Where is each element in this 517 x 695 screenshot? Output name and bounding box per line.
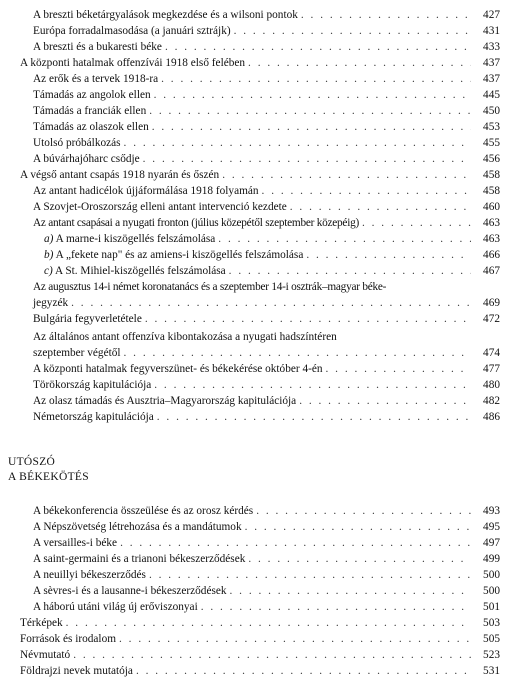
- toc-entry: [0, 408, 517, 424]
- toc-entry-page: 469: [483, 297, 500, 309]
- leader-dots: [256, 505, 471, 518]
- toc-entry-page: 456: [483, 153, 500, 165]
- toc-entry: [0, 38, 517, 54]
- toc-entry-page: 523: [483, 649, 500, 661]
- toc-entry-page: 500: [483, 569, 500, 581]
- leader-dots: [149, 105, 471, 118]
- leader-dots: [119, 633, 471, 646]
- leader-dots: [152, 121, 471, 134]
- leader-dots: [299, 395, 471, 408]
- toc-entry-title: Az antant hadicélok újjáformálása 1918 folyamán: [33, 185, 259, 197]
- toc-entry-page: 463: [483, 233, 500, 245]
- toc-entry-page: 531: [483, 665, 500, 677]
- toc-entry-page: 495: [483, 521, 500, 533]
- toc-entry-page: 433: [483, 41, 500, 53]
- toc-entry-title: Az antant csapásai a nyugati fronton (július közepétől szeptember közepéig): [33, 217, 359, 229]
- toc-entry: [0, 310, 517, 326]
- toc-entry-page: 458: [483, 185, 500, 197]
- toc-entry-title: Támadás az olaszok ellen: [33, 121, 149, 133]
- toc-entry-page: 500: [483, 585, 500, 597]
- subentry-text: A marne-i kiszögellés felszámolása: [55, 233, 216, 245]
- toc-entry-page: 437: [483, 73, 500, 85]
- toc-entry: [0, 182, 517, 198]
- toc-entry-page: 505: [483, 633, 500, 645]
- toc-entry: [0, 6, 517, 22]
- toc-entry-page: 427: [483, 9, 500, 21]
- toc-entry: [0, 134, 517, 150]
- leader-dots: [124, 137, 471, 150]
- toc-entry-title: Európa forradalmasodása (a januári sztrájk): [33, 25, 231, 37]
- toc-entry: [0, 582, 517, 598]
- toc-entry-title-line2: jegyzék: [33, 297, 69, 309]
- leader-dots: [326, 363, 471, 376]
- toc-entry-page: 455: [483, 137, 500, 149]
- leader-dots: [71, 297, 471, 310]
- toc-entry-title: A breszti béketárgyalások megkezdése és a wilsoni pontok: [33, 9, 298, 21]
- toc-entry-title: A saint-germaini és a trianoni békeszerződések: [33, 553, 246, 565]
- leader-dots: [136, 665, 471, 678]
- toc-entry-page: 450: [483, 105, 500, 117]
- leader-dots: [290, 201, 471, 214]
- toc-subentry-title: [44, 249, 303, 262]
- toc-entry-page: 467: [483, 265, 500, 277]
- toc-entry-title-line2: szeptember végétől: [33, 347, 121, 359]
- toc-entry: [0, 214, 517, 230]
- toc-entry-page: 480: [483, 379, 500, 391]
- subentry-text: A St. Mihiel-kiszögellés felszámolása: [54, 265, 226, 277]
- toc-entry: [0, 376, 517, 392]
- leader-dots: [362, 217, 471, 230]
- leader-dots: [306, 249, 471, 262]
- toc-entry-title: Források és irodalom: [20, 633, 117, 645]
- leader-dots: [234, 25, 471, 38]
- leader-dots: [124, 347, 471, 360]
- toc-entry-title: Az erők és a tervek 1918-ra: [33, 73, 159, 85]
- toc-subentry: [0, 262, 517, 278]
- toc-subentry-title: [44, 233, 215, 246]
- toc-entry-title: A sèvres-i és a lausanne-i békeszerződések: [33, 585, 227, 597]
- toc-entry-title: A breszti és a bukaresti béke: [33, 41, 162, 53]
- toc-entry-title: Támadás a franciák ellen: [33, 105, 147, 117]
- toc-entry: [0, 662, 517, 678]
- toc-entry: [0, 566, 517, 582]
- subentry-label: c): [44, 265, 53, 277]
- toc-entry-title: A versailles-i béke: [33, 537, 118, 549]
- toc-entry-page: 497: [483, 537, 500, 549]
- leader-dots: [229, 265, 471, 278]
- leader-dots: [165, 41, 471, 54]
- toc-entry: [0, 502, 517, 518]
- section-heading-epilogue: UTÓSZÓ: [8, 456, 56, 468]
- toc-entry: [0, 198, 517, 214]
- leader-dots: [143, 153, 471, 166]
- toc-entry-page: 482: [483, 395, 500, 407]
- toc-entry: [0, 294, 517, 310]
- toc-entry-title: A Szovjet-Oroszország elleni antant intervenció kezdete: [33, 201, 287, 213]
- toc-entry-title: Térképek: [20, 617, 63, 629]
- toc-entry-page: 466: [483, 249, 500, 261]
- toc-entry-title: A békekonferencia összeülése és az orosz kérdés: [33, 505, 254, 517]
- leader-dots: [262, 185, 471, 198]
- toc-entry-page: 486: [483, 411, 500, 423]
- leader-dots: [248, 553, 471, 566]
- toc-entry-page: 499: [483, 553, 500, 565]
- toc-section-entry: [0, 150, 517, 166]
- leader-dots: [120, 537, 471, 550]
- toc-entry-title: A központi hatalmak offenzívái 1918 első felében: [20, 57, 246, 69]
- toc-subentry: [0, 230, 517, 246]
- toc-entry-title: A központi hatalmak fegyverszünet- és békekérése október 4-én: [33, 363, 323, 375]
- toc-entry: [0, 86, 517, 102]
- leader-dots: [218, 233, 471, 246]
- toc-entry-page: 460: [483, 201, 500, 213]
- toc-entry-title: Törökország kapitulációja: [33, 379, 152, 391]
- leader-dots: [301, 9, 471, 22]
- toc-entry: [0, 614, 517, 630]
- toc-entry-page: 453: [483, 121, 500, 133]
- toc-entry-title-line1: Az általános antant offenzíva kibontakozása a nyugati hadszíntéren: [33, 331, 337, 343]
- toc-entry: [0, 118, 517, 134]
- toc-entry-page: 437: [483, 57, 500, 69]
- toc-entry-title: Földrajzi nevek mutatója: [20, 665, 133, 677]
- toc-entry-page: 501: [483, 601, 500, 613]
- toc-section-entry: [0, 54, 517, 70]
- leader-dots: [245, 521, 471, 534]
- section-heading-peace: A BÉKEKÖTÉS: [8, 471, 89, 483]
- subentry-text: A „fekete nap" és az amiens-i kiszögellés felszámolása: [55, 249, 304, 261]
- toc-subentry-title: [44, 265, 226, 278]
- toc-entry: [0, 550, 517, 566]
- toc-entry-page: 463: [483, 217, 500, 229]
- toc-entry-page: 431: [483, 25, 500, 37]
- leader-dots: [154, 89, 471, 102]
- subentry-label: a): [44, 233, 54, 245]
- leader-dots: [248, 57, 471, 70]
- toc-entry-title: Támadás az angolok ellen: [33, 89, 151, 101]
- toc-entry-title: A végső antant csapás 1918 nyarán és őszén: [20, 169, 220, 181]
- toc-entry: [0, 70, 517, 86]
- toc-subentry: [0, 246, 517, 262]
- toc-entry-title: Utolsó próbálkozás: [33, 137, 121, 149]
- toc-entry: [0, 646, 517, 662]
- toc-entry-page: 503: [483, 617, 500, 629]
- toc-entry: [0, 630, 517, 646]
- toc-entry-title: Névmutató: [20, 649, 71, 661]
- toc-entry: [0, 360, 517, 376]
- leader-dots: [145, 313, 471, 326]
- leader-dots: [230, 585, 471, 598]
- toc-entry-title: A búvárhajóharc csődje: [33, 153, 140, 165]
- toc-entry-title: A háború utáni világ új erőviszonyai: [33, 601, 198, 613]
- toc-entry-title: A Népszövetség létrehozása és a mandátumok: [33, 521, 242, 533]
- leader-dots: [73, 649, 471, 662]
- toc-entry: [0, 22, 517, 38]
- toc-section-entry: [0, 166, 517, 182]
- toc-entry-page: 493: [483, 505, 500, 517]
- leader-dots: [222, 169, 471, 182]
- leader-dots: [154, 379, 471, 392]
- toc-entry-page: 458: [483, 169, 500, 181]
- leader-dots: [66, 617, 471, 630]
- toc-entry: [0, 598, 517, 614]
- toc-entry: [0, 518, 517, 534]
- toc-entry-title: Bulgária fegyverletétele: [33, 313, 142, 325]
- leader-dots: [157, 411, 471, 424]
- toc-entry-page: 474: [483, 347, 500, 359]
- toc-entry: [0, 534, 517, 550]
- toc-entry-title: A neuillyi békeszerződés: [33, 569, 146, 581]
- toc-entry-title: Németország kapitulációja: [33, 411, 154, 423]
- toc-entry: [0, 392, 517, 408]
- leader-dots: [201, 601, 471, 614]
- toc-entry: [0, 344, 517, 360]
- toc-entry: [0, 102, 517, 118]
- toc-entry-title-line1: Az augusztus 14-i német koronatanács és a szeptember 14-i osztrák–magyar béke-: [33, 281, 387, 293]
- toc-entry-page: 477: [483, 363, 500, 375]
- toc-entry-title: Az olasz támadás és Ausztria–Magyarország kapitulációja: [33, 395, 297, 407]
- leader-dots: [161, 73, 471, 86]
- toc-entry-page: 445: [483, 89, 500, 101]
- toc-entry-page: 472: [483, 313, 500, 325]
- leader-dots: [149, 569, 471, 582]
- subentry-label: b): [44, 249, 54, 261]
